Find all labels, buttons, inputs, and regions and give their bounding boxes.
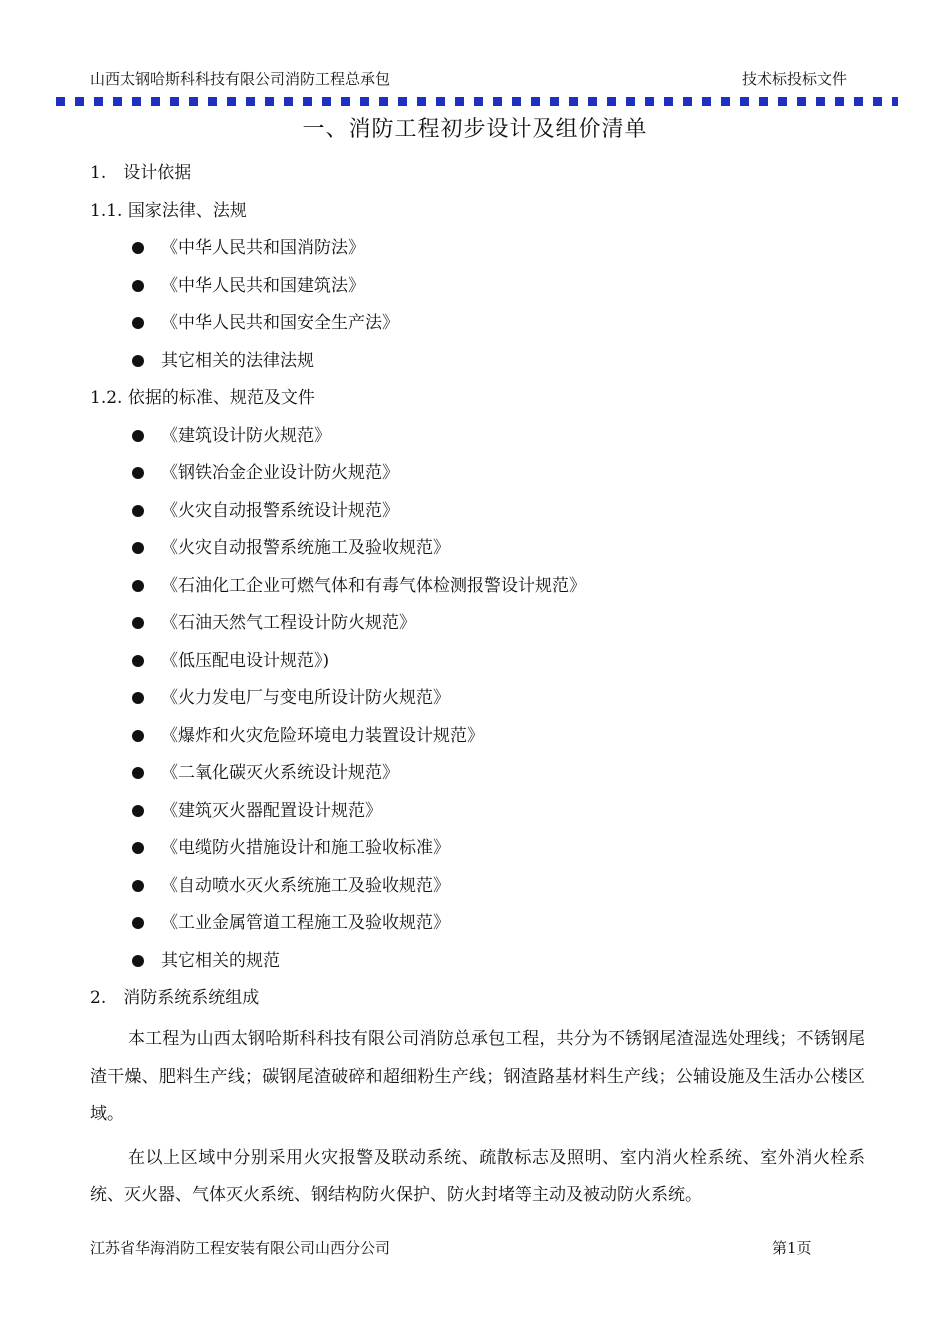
page-title: 一、消防工程初步设计及组价清单 — [302, 117, 648, 142]
bullet-icon — [132, 580, 144, 592]
bullet-icon — [132, 730, 144, 742]
list-item: 《爆炸和火灾危险环境电力装置设计规范》 — [90, 721, 865, 759]
bullet-icon — [132, 880, 144, 892]
list-item: 《电缆防火措施设计和施工验收标准》 — [90, 833, 865, 871]
standards-list — [90, 421, 865, 984]
list-item: 《火灾自动报警系统设计规范》 — [90, 496, 865, 534]
section-1-1-heading: 1.1. 国家法律、法规 — [90, 200, 247, 221]
bullet-icon — [132, 842, 144, 854]
list-item: 《建筑设计防火规范》 — [90, 421, 865, 459]
list-item: 《火灾自动报警系统施工及验收规范》 — [90, 533, 865, 571]
bullet-icon — [132, 692, 144, 704]
section-1-heading: 1. 设计依据 — [90, 163, 192, 183]
bullet-icon — [132, 617, 144, 629]
list-item: 《二氧化碳灭火系统设计规范》 — [90, 758, 865, 796]
list-item: 《低压配电设计规范》) — [90, 646, 865, 684]
bullet-icon — [132, 917, 144, 929]
footer-company: 江苏省华海消防工程安装有限公司山西分公司 — [90, 1239, 391, 1257]
bullet-icon — [132, 542, 144, 554]
bullet-icon — [132, 955, 144, 967]
section-2-heading: 2. 消防系统系统组成 — [90, 988, 260, 1008]
bullet-icon — [132, 805, 144, 817]
header-divider — [56, 97, 898, 106]
list-item: 《钢铁冶金企业设计防火规范》 — [90, 458, 865, 496]
bullet-icon — [132, 355, 144, 367]
list-item: 其它相关的法律法规 — [90, 346, 865, 384]
paragraph-scope: 本工程为山西太钢哈斯科科技有限公司消防总承包工程，共分为不锈钢尾渣湿选处理线；不锈钢尾渣干燥、肥料生产线；碳钢尾渣破碎和超细粉生产线；钢渣路基材料生产线；公辅设施及生活办公楼区域。 — [90, 1029, 865, 1124]
header-company: 山西太钢哈斯科科技有限公司消防工程总承包 — [90, 70, 391, 88]
bullet-icon — [132, 655, 144, 667]
list-item: 《中华人民共和国安全生产法》 — [90, 308, 865, 346]
list-item: 《石油天然气工程设计防火规范》 — [90, 608, 865, 646]
bullet-icon — [132, 242, 144, 254]
list-item: 《中华人民共和国建筑法》 — [90, 271, 865, 309]
header-doc-type: 技术标投标文件 — [741, 70, 847, 88]
list-item: 《中华人民共和国消防法》 — [90, 233, 865, 271]
page-number: 第1页 — [772, 1239, 812, 1257]
document-body — [90, 158, 865, 1221]
bullet-icon — [132, 317, 144, 329]
bullet-icon — [132, 767, 144, 779]
list-item: 《火力发电厂与变电所设计防火规范》 — [90, 683, 865, 721]
bullet-icon — [132, 505, 144, 517]
paragraph-systems: 在以上区域中分别采用火灾报警及联动系统、疏散标志及照明、室内消火栓系统、室外消火栓系统、灭火器、气体灭火系统、钢结构防火保护、防火封堵等主动及被动防火系统。 — [90, 1147, 865, 1205]
bullet-icon — [132, 430, 144, 442]
laws-list — [90, 233, 865, 383]
list-item: 《石油化工企业可燃气体和有毒气体检测报警设计规范》 — [90, 571, 865, 609]
bullet-icon — [132, 467, 144, 479]
list-item: 《工业金属管道工程施工及验收规范》 — [90, 908, 865, 946]
bullet-icon — [132, 280, 144, 292]
list-item: 其它相关的规范 — [90, 946, 865, 984]
section-1-2-heading: 1.2. 依据的标准、规范及文件 — [90, 388, 315, 408]
list-item: 《自动喷水灭火系统施工及验收规范》 — [90, 871, 865, 909]
list-item: 《建筑灭火器配置设计规范》 — [90, 796, 865, 834]
